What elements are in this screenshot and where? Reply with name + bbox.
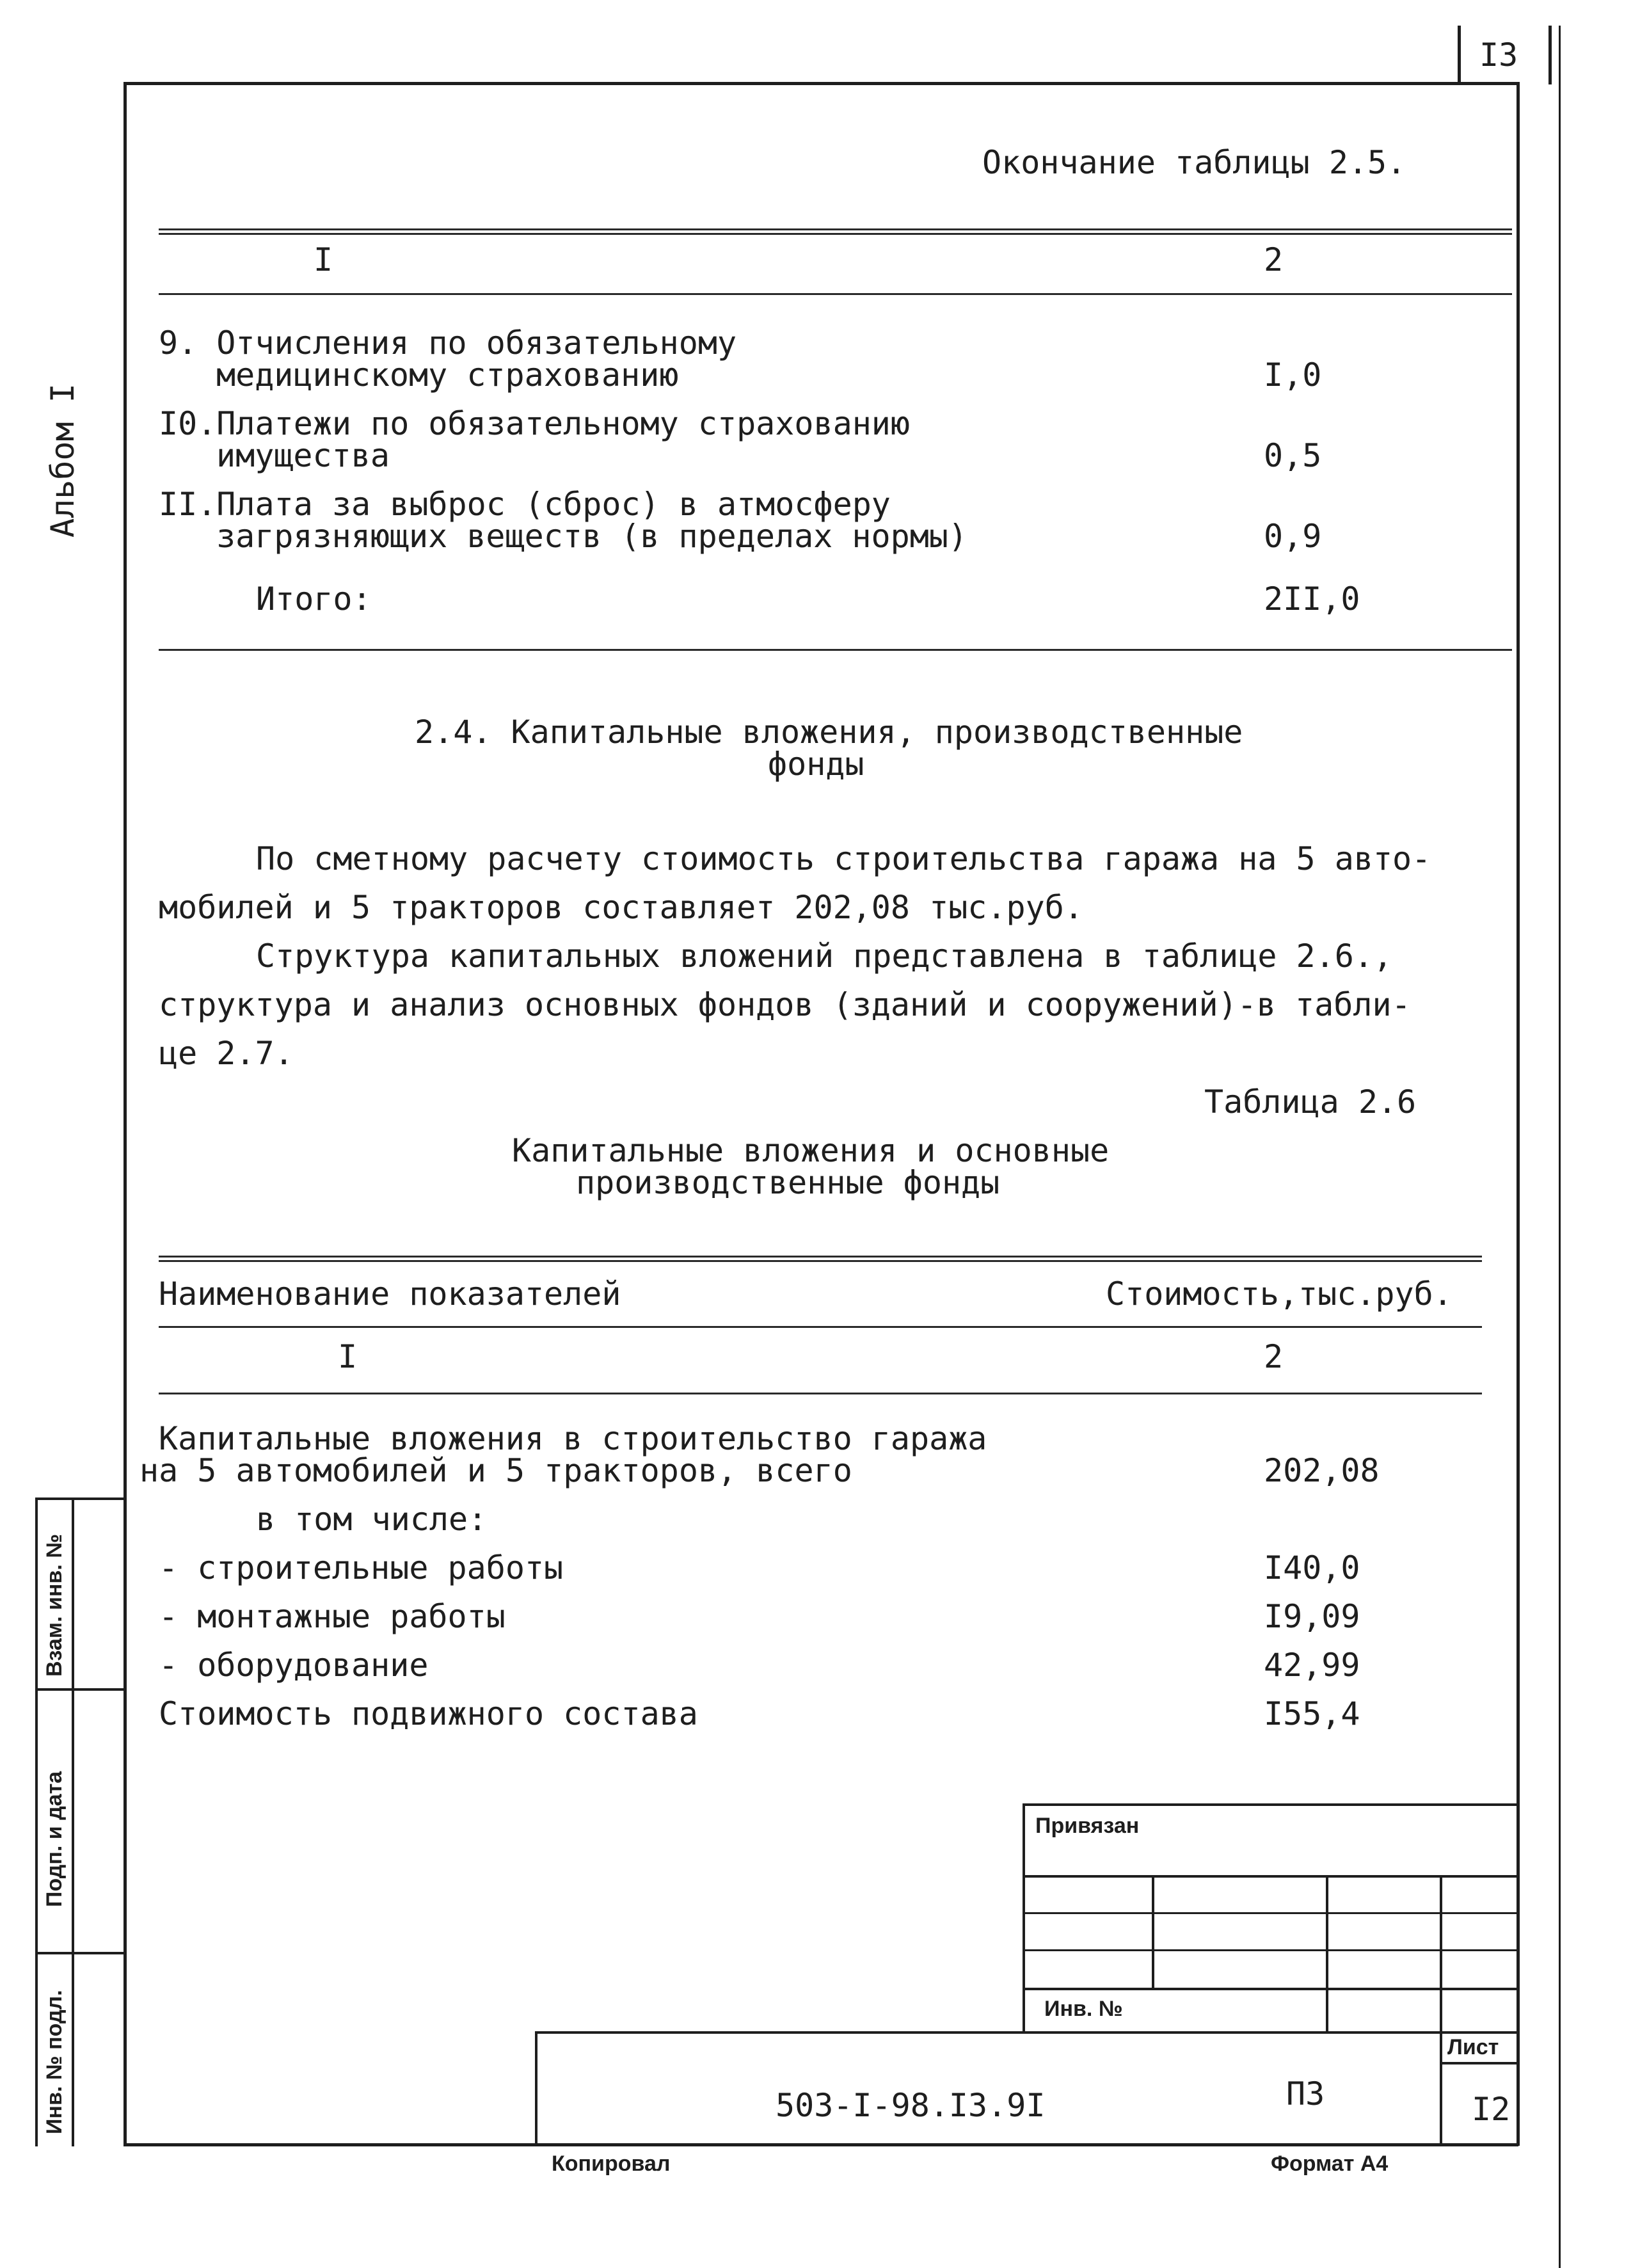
table25-top-rule-2: [159, 233, 1512, 237]
table26-item-installation-label: - монтажные работы: [159, 1598, 506, 1635]
stamp-col-line-2: [1326, 1875, 1328, 2034]
stamp-row-line-4: [1023, 1988, 1518, 1990]
paragraph-2-line2: структура и анализ основных фондов (зданий и сооружений)-в табли-: [159, 986, 1411, 1023]
table25-row-11-line1: II.Плата за выброс (сброс) в атмосферу: [159, 486, 891, 523]
doc-code: 503-I-98.I3.9I: [776, 2087, 1046, 2124]
table26-item-rolling-stock-label: Стоимость подвижного состава: [159, 1695, 698, 1732]
table26-item-installation-value: I9,09: [1264, 1598, 1360, 1635]
table26-header-name: Наименование показателей: [159, 1275, 621, 1313]
stamp-row-line-3: [1023, 1949, 1518, 1951]
table25-total-label: Итого:: [256, 580, 372, 618]
table26-header-cost: Стоимость,тыс.руб.: [1106, 1275, 1453, 1313]
table25-row-11-line2: загрязняющих веществ (в пределах нормы): [216, 518, 967, 555]
titleblock-top: [535, 2031, 1518, 2034]
table25-header-rule: [159, 293, 1512, 298]
table26-item-rolling-stock-value: I55,4: [1264, 1695, 1360, 1732]
page-edge-line: [1559, 26, 1561, 2268]
section-heading-line1: 2.4. Капитальные вложения, производственные: [415, 714, 1243, 751]
side-stamp-left: [35, 1497, 38, 2146]
table26-item-equipment-label: - оборудование: [159, 1647, 429, 1684]
paragraph-2-line1: Структура капитальных вложений представлена в таблице 2.6.,: [256, 938, 1393, 975]
table26-top-rule-2: [159, 1260, 1482, 1265]
table26-including: в том числе:: [256, 1501, 488, 1538]
page-num-box-left: [1458, 26, 1461, 84]
footer-copied: Копировал: [552, 2152, 671, 2176]
stamp-row-line-2: [1023, 1912, 1518, 1914]
table26-item-construction-label: - строительные работы: [159, 1549, 564, 1586]
titleblock-left: [535, 2031, 537, 2146]
table25-col2-number: 2: [1264, 241, 1284, 278]
footer-format: Формат А4: [1271, 2152, 1389, 2176]
table26-top-rule: [159, 1256, 1482, 1260]
sheet-label-line: [1440, 2062, 1518, 2064]
table26-item-construction-value: I40,0: [1264, 1549, 1360, 1586]
table26-label: Таблица 2.6: [1204, 1083, 1417, 1121]
table26-header-rule: [159, 1326, 1482, 1330]
table25-bottom-rule: [159, 649, 1512, 653]
stamp-inv-no: Инв. №: [1044, 1997, 1123, 2021]
table26-col2-number: 2: [1264, 1338, 1284, 1375]
stamp-row-line-1: [1023, 1875, 1518, 1878]
side-stamp-top: [35, 1497, 127, 1500]
table26-title-line2: производственные фонды: [576, 1164, 1000, 1201]
table26-numbers-rule: [159, 1393, 1482, 1397]
side-stamp-vzam-inv: Взам. инв. №: [42, 1533, 67, 1677]
table25-row-10-line2: имущества: [216, 437, 390, 474]
side-stamp-mid: [72, 1497, 74, 2146]
frame-right: [1517, 82, 1520, 2146]
side-stamp-inv-podl: Инв. № подл.: [42, 1990, 67, 2134]
table25-row-10-value: 0,5: [1264, 437, 1322, 474]
stamp-left: [1023, 1803, 1025, 2034]
stamp-col-line-1: [1152, 1875, 1154, 1990]
table25-row-9-value: I,0: [1264, 356, 1322, 394]
table25-col1-number: I: [314, 241, 333, 278]
page-num-box-right: [1548, 26, 1552, 84]
paragraph-1-line1: По сметному расчету стоимость строительства гаража на 5 авто-: [256, 840, 1431, 877]
sheet-label: Лист: [1447, 2035, 1499, 2059]
stamp-col-line-3: [1440, 1875, 1442, 2145]
table25-total-value: 2II,0: [1264, 580, 1360, 618]
table26-col1-number: I: [338, 1338, 358, 1375]
table25-top-rule: [159, 228, 1512, 233]
doc-type: ПЗ: [1286, 2075, 1325, 2112]
section-heading-line2: фонды: [768, 746, 864, 783]
paragraph-2-line3: це 2.7.: [159, 1035, 294, 1072]
table25-row-9-line2: медицинскому страхованию: [216, 356, 679, 394]
table26-total-line1: Капитальные вложения в строительство гаража: [159, 1420, 987, 1457]
page-number-top: I3: [1479, 36, 1518, 74]
frame-top: [123, 82, 1518, 85]
table26-title-line1: Капитальные вложения и основные: [512, 1132, 1110, 1169]
album-label: Альбом I: [44, 383, 81, 538]
stamp-privyazan: Привязан: [1035, 1814, 1140, 1838]
table25-row-11-value: 0,9: [1264, 518, 1322, 555]
table26-total-line2: на 5 автомобилей и 5 тракторов, всего: [139, 1452, 852, 1489]
side-stamp-div-2: [35, 1952, 127, 1954]
stamp-top: [1023, 1803, 1518, 1806]
frame-bottom: [123, 2143, 1518, 2146]
table26-total-value: 202,08: [1264, 1452, 1380, 1489]
sheet-number: I2: [1472, 2091, 1511, 2128]
paragraph-1-line2: мобилей и 5 тракторов составляет 202,08 тыс.руб.: [159, 889, 1083, 926]
table25-row-10-line1: I0.Платежи по обязательному страхованию: [159, 405, 910, 442]
frame-left: [123, 82, 127, 2146]
side-stamp-div-1: [35, 1688, 127, 1691]
table25-row-9-line1: 9. Отчисления по обязательному: [159, 324, 737, 362]
side-stamp-podp-data: Подп. и дата: [42, 1771, 67, 1907]
continuation-caption: Окончание таблицы 2.5.: [982, 144, 1406, 181]
table26-item-equipment-value: 42,99: [1264, 1647, 1360, 1684]
